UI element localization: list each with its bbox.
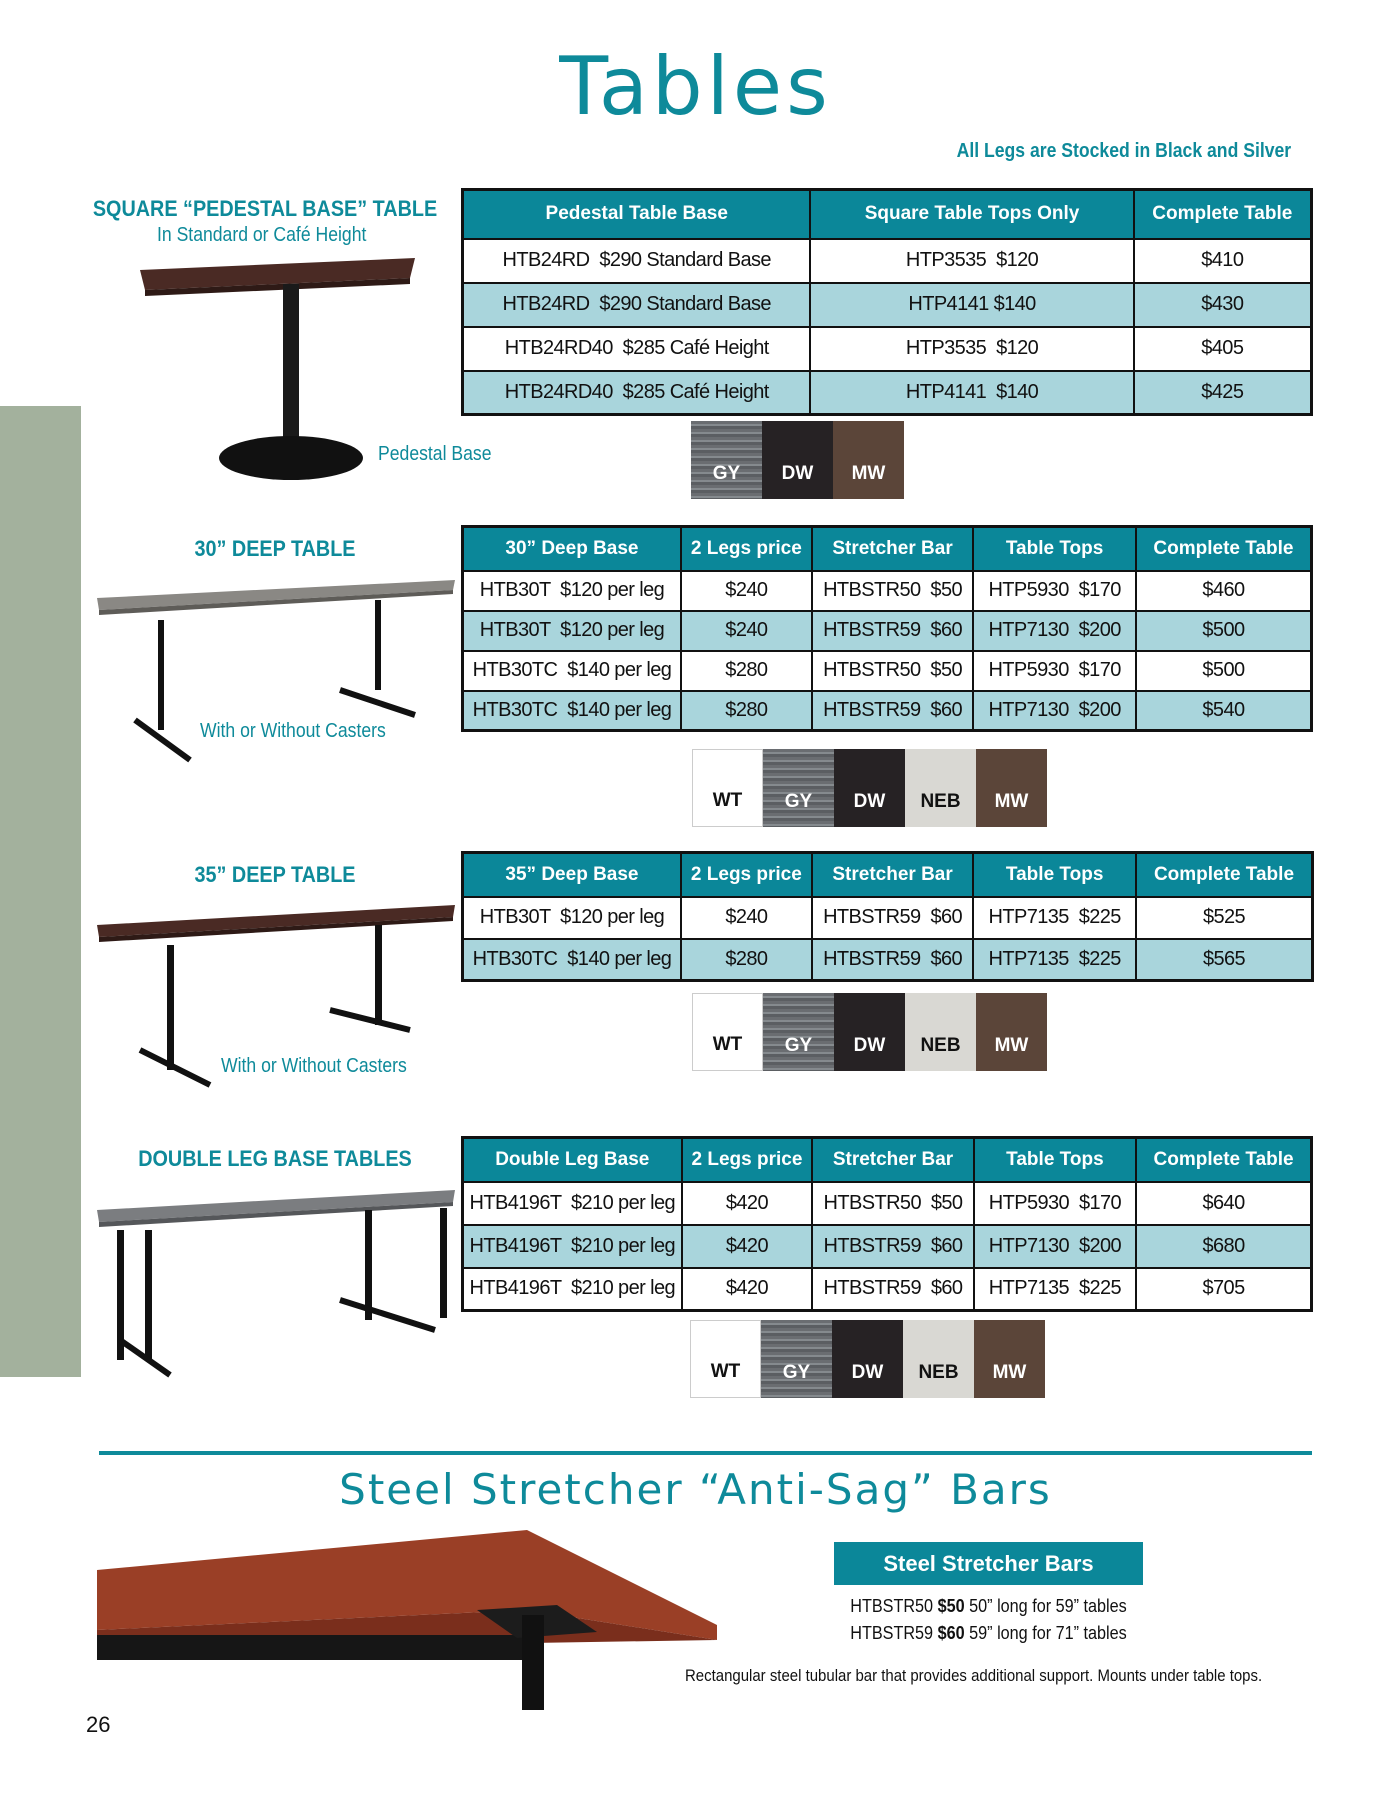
table-row <box>463 939 1313 981</box>
table-cell: $460 <box>1136 571 1312 611</box>
table-cell: $410 <box>1134 239 1312 283</box>
table-cell: HTBSTR59 $60 <box>812 611 974 651</box>
column-header: 2 Legs price <box>681 527 812 571</box>
column-header: 2 Legs price <box>682 1138 813 1182</box>
finish-swatch-dw: DW <box>832 1320 903 1398</box>
pedestal-caption: Pedestal Base <box>378 443 492 465</box>
column-header: Complete Table <box>1136 1138 1311 1182</box>
table-row <box>463 611 1312 651</box>
finish-swatch-neb: NEB <box>903 1320 974 1398</box>
table-cell: HTB4196T $210 per leg <box>463 1182 682 1225</box>
table-header-row <box>463 527 1312 571</box>
finish-swatch-neb: NEB <box>905 749 976 827</box>
table-cell: HTB4196T $210 per leg <box>463 1225 682 1268</box>
column-header: Complete Table <box>1136 527 1312 571</box>
table-cell: HTB24RD40 $285 Café Height <box>463 371 811 415</box>
section-subtitle-pedestal: In Standard or Café Height <box>157 224 367 246</box>
table-cell: HTP5930 $170 <box>973 571 1136 611</box>
finish-swatch-gy: GY <box>761 1320 832 1398</box>
table-cell: HTP7130 $200 <box>973 611 1136 651</box>
page-number: 26 <box>86 1712 111 1737</box>
section-title-pedestal: SQUARE “PEDESTAL BASE” TABLE <box>92 196 438 221</box>
finish-swatch-wt: WT <box>690 1320 761 1398</box>
column-header: Complete Table <box>1134 190 1312 239</box>
table-header-row <box>463 853 1313 897</box>
finish-swatch-neb: NEB <box>905 993 976 1071</box>
table-cell: HTP4141 $140 <box>810 283 1133 327</box>
steel-bars-header: Steel Stretcher Bars <box>834 1542 1143 1585</box>
steel-description: Rectangular steel tubular bar that provides additional support. Mounts under table tops. <box>685 1666 1263 1685</box>
finish-swatch-gy: GY <box>763 993 834 1071</box>
table-cell: $420 <box>682 1182 813 1225</box>
column-header: Complete Table <box>1136 853 1313 897</box>
table-cell: $240 <box>681 897 812 939</box>
table-cell: HTBSTR50 $50 <box>812 1182 973 1225</box>
table-row <box>463 239 1312 283</box>
steel-bar-item <box>849 1596 1127 1617</box>
column-header: Table Tops <box>973 853 1136 897</box>
table-cell: HTB30T $120 per leg <box>463 897 681 939</box>
finish-swatch-wt: WT <box>692 993 763 1071</box>
page-title: Tables <box>559 40 832 133</box>
table-cell: HTBSTR59 $60 <box>812 1225 973 1268</box>
table-cell: $405 <box>1134 327 1312 371</box>
column-header: Pedestal Table Base <box>463 190 811 239</box>
table-cell: $500 <box>1136 651 1312 691</box>
table-cell: $420 <box>682 1225 813 1268</box>
finish-swatch-dw: DW <box>834 993 905 1071</box>
finish-swatch-mw: MW <box>976 749 1047 827</box>
table-row <box>463 651 1312 691</box>
finish-swatch-dw: DW <box>834 749 905 827</box>
column-header: Square Table Tops Only <box>810 190 1133 239</box>
double-leg-table-image <box>95 1190 465 1390</box>
column-header: Table Tops <box>973 527 1136 571</box>
table-cell: HTBSTR59 $60 <box>812 1268 973 1311</box>
table-cell: $420 <box>682 1268 813 1311</box>
table-cell: $430 <box>1134 283 1312 327</box>
finish-swatch-mw: MW <box>974 1320 1045 1398</box>
section-title-35-deep: 35” DEEP TABLE <box>194 862 356 887</box>
table-cell: HTBSTR50 $50 <box>812 571 974 611</box>
finish-swatch-mw: MW <box>833 421 904 499</box>
finish-swatch-gy: GY <box>691 421 762 499</box>
table-cell: HTB24RD $290 Standard Base <box>463 239 811 283</box>
section-title-30-deep: 30” DEEP TABLE <box>194 536 356 561</box>
column-header: Table Tops <box>974 1138 1136 1182</box>
pedestal-table-image <box>135 258 415 488</box>
30-deep-caption: With or Without Casters <box>200 720 386 742</box>
table-cell: HTP7135 $225 <box>973 897 1136 939</box>
steel-bar-code: HTBSTR50 <box>850 1596 934 1616</box>
table-cell: HTB24RD $290 Standard Base <box>463 283 811 327</box>
table-row <box>463 1268 1312 1311</box>
table-cell: $280 <box>681 939 812 981</box>
column-header: Double Leg Base <box>463 1138 682 1182</box>
pedestal-finish-swatches <box>691 421 904 499</box>
column-header: Stretcher Bar <box>812 853 974 897</box>
table-cell: $540 <box>1136 691 1312 731</box>
steel-bar-price: $50 <box>937 1596 965 1616</box>
table-row <box>463 327 1312 371</box>
table-cell: HTP7130 $200 <box>973 691 1136 731</box>
table-cell: HTP5930 $170 <box>974 1182 1136 1225</box>
table-row <box>463 1182 1312 1225</box>
pedestal-price-table <box>461 188 1313 416</box>
table-cell: HTP4141 $140 <box>810 371 1133 415</box>
table-row <box>463 283 1312 327</box>
table-cell: HTP7135 $225 <box>974 1268 1136 1311</box>
35-deep-caption: With or Without Casters <box>221 1055 407 1077</box>
finish-swatch-mw: MW <box>976 993 1047 1071</box>
35-deep-price-table <box>461 851 1314 982</box>
table-cell: $705 <box>1136 1268 1311 1311</box>
table-cell: HTP5930 $170 <box>973 651 1136 691</box>
table-cell: HTBSTR59 $60 <box>812 691 974 731</box>
legs-note: All Legs are Stocked in Black and Silver <box>956 140 1291 162</box>
table-cell: $240 <box>681 611 812 651</box>
table-cell: HTP7130 $200 <box>974 1225 1136 1268</box>
column-header: 35” Deep Base <box>463 853 681 897</box>
table-cell: $240 <box>681 571 812 611</box>
double-leg-finish-swatches <box>690 1320 1045 1398</box>
table-cell: HTB30T $120 per leg <box>463 611 681 651</box>
table-cell: HTP7135 $225 <box>973 939 1136 981</box>
table-row <box>463 691 1312 731</box>
table-cell: $525 <box>1136 897 1313 939</box>
finish-swatch-wt: WT <box>692 749 763 827</box>
table-cell: $680 <box>1136 1225 1311 1268</box>
table-cell: HTB30TC $140 per leg <box>463 691 681 731</box>
table-row <box>463 571 1312 611</box>
table-cell: HTB24RD40 $285 Café Height <box>463 327 811 371</box>
table-cell: HTB30T $120 per leg <box>463 571 681 611</box>
table-cell: HTB4196T $210 per leg <box>463 1268 682 1311</box>
finish-swatch-dw: DW <box>762 421 833 499</box>
finish-swatch-gy: GY <box>763 749 834 827</box>
steel-bar-item <box>849 1623 1127 1644</box>
double-leg-price-table <box>461 1136 1313 1312</box>
table-cell: $280 <box>681 691 812 731</box>
35-deep-finish-swatches <box>692 993 1047 1071</box>
table-cell: HTB30TC $140 per leg <box>463 651 681 691</box>
table-cell: HTBSTR59 $60 <box>812 897 974 939</box>
section-divider <box>99 1451 1312 1455</box>
table-header-row <box>463 190 1312 239</box>
column-header: Stretcher Bar <box>812 1138 973 1182</box>
section-title-double-leg: DOUBLE LEG BASE TABLES <box>138 1146 412 1171</box>
table-cell: HTBSTR59 $60 <box>812 939 974 981</box>
steel-bar-code: HTBSTR59 <box>850 1623 934 1643</box>
table-header-row <box>463 1138 1312 1182</box>
steel-title: Steel Stretcher “Anti-Sag” Bars <box>339 1465 1052 1514</box>
column-header: Stretcher Bar <box>812 527 974 571</box>
sidebar-band <box>0 406 81 1377</box>
table-cell: $640 <box>1136 1182 1311 1225</box>
table-row <box>463 1225 1312 1268</box>
table-row <box>463 371 1312 415</box>
table-cell: $425 <box>1134 371 1312 415</box>
column-header: 30” Deep Base <box>463 527 681 571</box>
table-cell: $565 <box>1136 939 1313 981</box>
table-row <box>463 897 1313 939</box>
table-cell: $280 <box>681 651 812 691</box>
table-cell: HTBSTR50 $50 <box>812 651 974 691</box>
table-cell: HTB30TC $140 per leg <box>463 939 681 981</box>
steel-bar-price: $60 <box>937 1623 965 1643</box>
table-cell: HTP3535 $120 <box>810 327 1133 371</box>
stretcher-bar-image <box>97 1530 717 1710</box>
table-cell: HTP3535 $120 <box>810 239 1133 283</box>
30-deep-finish-swatches <box>692 749 1047 827</box>
table-cell: $500 <box>1136 611 1312 651</box>
30-deep-price-table <box>461 525 1313 732</box>
column-header: 2 Legs price <box>681 853 812 897</box>
steel-bar-desc: 59” long for 71” tables <box>969 1623 1127 1643</box>
steel-bar-desc: 50” long for 59” tables <box>969 1596 1127 1616</box>
